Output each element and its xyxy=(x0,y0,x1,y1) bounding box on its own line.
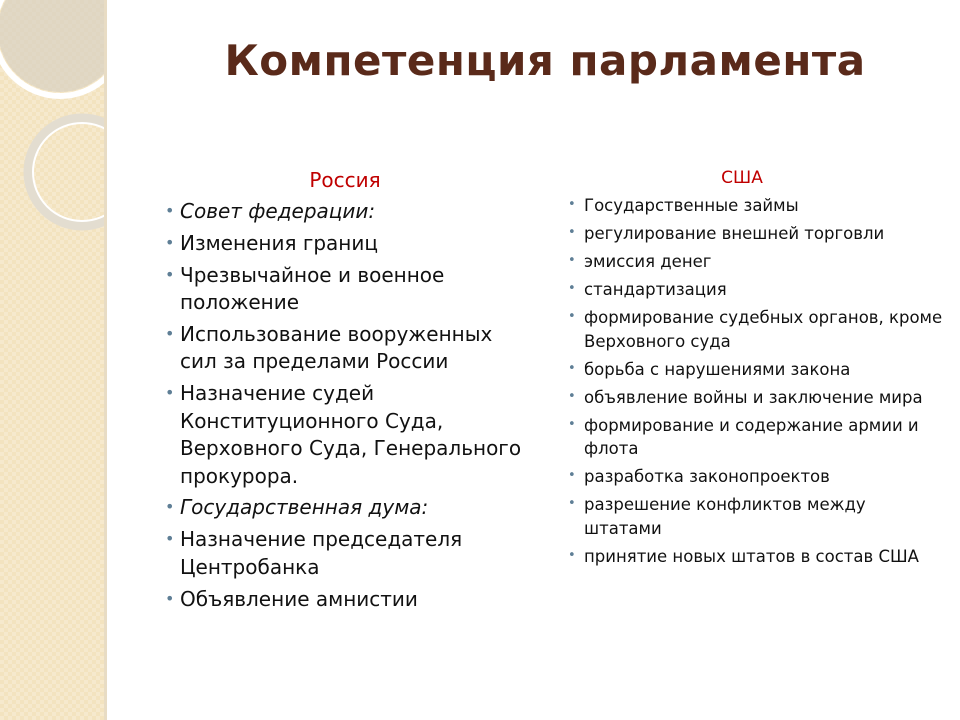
russia-list-item xyxy=(164,198,524,226)
russia-list-item-text: Назначение судей Конституционного Суда, Верховного Суда, Генерального прокурора. xyxy=(180,381,522,488)
bullet-icon: • xyxy=(568,281,576,296)
usa-list-item xyxy=(567,465,947,489)
bullet-icon: • xyxy=(165,529,175,549)
russia-list-item-text: Назначение председателя Центробанка xyxy=(180,527,463,579)
usa-list-item-text: Государственные займы xyxy=(584,196,799,215)
russia-list-item-text: Чрезвычайное и военное положение xyxy=(180,262,445,315)
russia-list-item xyxy=(164,494,524,522)
bullet-icon: • xyxy=(568,496,576,511)
decorative-circles xyxy=(0,0,104,720)
bullet-icon: • xyxy=(568,388,576,404)
usa-list-item-text: борьба с нарушениями закона xyxy=(584,359,851,379)
usa-heading: США xyxy=(721,168,763,188)
russia-list-item xyxy=(164,262,524,317)
usa-list-item xyxy=(567,358,947,382)
usa-list-item-text: регулирование внешней торговли xyxy=(584,224,885,243)
slide-title: Компетенция парламента xyxy=(224,36,866,85)
bullet-icon: • xyxy=(165,588,175,608)
russia-list-item-text: Изменения границ xyxy=(180,230,378,255)
bullet-icon: • xyxy=(568,468,576,483)
usa-list-item-text: разработка законопроектов xyxy=(584,467,830,486)
usa-list-item xyxy=(567,194,947,218)
bullet-icon: • xyxy=(568,309,576,324)
bullet-icon: • xyxy=(568,253,576,268)
usa-list-item-text: стандартизация xyxy=(584,280,727,299)
bullet-icon: • xyxy=(165,323,175,343)
russia-list-item xyxy=(164,380,524,490)
usa-list-item xyxy=(567,386,947,410)
bullet-icon: • xyxy=(568,225,576,240)
russia-list-item xyxy=(164,526,524,581)
bullet-icon: • xyxy=(568,197,576,212)
usa-list-item-text: формирование и содержание армии и флота xyxy=(584,415,919,458)
bullet-icon: • xyxy=(568,416,576,432)
usa-list-item xyxy=(567,250,947,274)
bullet-icon: • xyxy=(165,232,175,252)
usa-list-item-text: эмиссия денег xyxy=(584,252,712,271)
side-divider xyxy=(104,0,107,720)
usa-list-item xyxy=(567,493,947,540)
russia-list-item xyxy=(164,321,524,376)
usa-list-item-text: принятие новых штатов в состав США xyxy=(584,546,919,566)
usa-list xyxy=(567,194,947,573)
usa-list-item-text: формирование судебных органов, кроме Верховного суда xyxy=(584,308,943,351)
decorative-ring-small xyxy=(28,118,104,226)
russia-list-item-text: Совет федерации: xyxy=(180,199,376,223)
bullet-icon: • xyxy=(165,497,175,517)
russia-list-item-text: Государственная дума: xyxy=(180,495,429,520)
decorative-side-band xyxy=(0,0,104,720)
usa-list-item-text: объявление войны и заключение мира xyxy=(584,387,923,407)
russia-list-item-text: Использование вооруженных сил за пределами России xyxy=(180,321,493,374)
usa-list-item xyxy=(567,278,947,302)
usa-list-item xyxy=(567,222,947,246)
bullet-icon: • xyxy=(165,201,175,220)
bullet-icon: • xyxy=(165,264,175,284)
russia-list-item xyxy=(164,586,524,614)
usa-list-item xyxy=(567,306,947,353)
russia-list-item xyxy=(164,230,524,258)
bullet-icon: • xyxy=(568,360,576,376)
russia-list xyxy=(164,198,524,617)
russia-heading: Россия xyxy=(309,168,381,192)
usa-list-item xyxy=(567,545,947,569)
russia-list-item-text: Объявление амнистии xyxy=(180,586,418,611)
usa-list-item-text: разрешение конфликтов между штатами xyxy=(584,495,866,538)
bullet-icon: • xyxy=(165,383,175,403)
usa-list-item xyxy=(567,414,947,461)
bullet-icon: • xyxy=(568,547,576,563)
